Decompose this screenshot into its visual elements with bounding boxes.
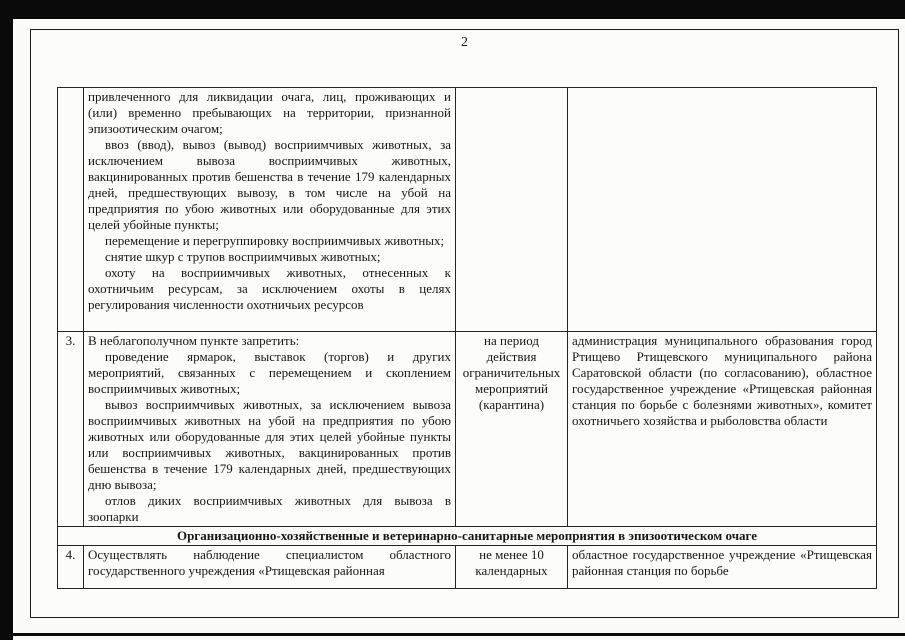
period-cell — [456, 88, 568, 332]
measures-cell: Осуществлять наблюдение специалистом областного государственного учреждения «Ртищевская районная — [84, 546, 456, 589]
page-frame — [30, 29, 899, 618]
responsible-cell — [568, 88, 877, 332]
responsible-cell: областное государственное учреждение «Ртищевская районная станция по борьбе — [568, 546, 877, 589]
table-row-3 — [58, 332, 877, 527]
section-header: Организационно-хозяйственные и ветеринарно-санитарные мероприятия в эпизоотическом очаге — [58, 527, 877, 546]
table-row-4 — [58, 546, 877, 589]
period-cell: на период действия ограничительных мероприятий (карантина) — [456, 332, 568, 527]
measures-cell: привлеченного для ликвидации очага, лиц, проживающих и (или) временно пребывающих на территории, признанной эпизоотическим очагом; ввоз (ввод), вывоз (вывод) восприимчивых животных, за исключением вывоза восприимчивых животных, вакцинированных против бешенства в течение 179 календарных дней, предшествующих вывозу, в том числе на убой на предприятия по убою животных или оборудованные для этих целей убойные пункты; перемещение и перегруппировку восприимчивых животных; снятие шкур с трупов восприимчивых животных; охоту на восприимчивых животных, отнесенных к охотничьим ресурсам, за исключением охоты в целях регулирования численности охотничьих ресурсов — [84, 88, 456, 332]
section-header-row — [58, 527, 877, 546]
measures-cell: В неблагополучном пункте запретить: проведение ярмарок, выставок (торгов) и других мероприятий, связанных с перемещением и скоплением восприимчивых животных; вывоз восприимчивых животных, за исключением вывоза восприимчивых животных на убой на предприятия по убою животных или оборудованные для этих целей убойные пункты или восприимчивых животных, вакцинированных против бешенства в течение 179 календарных дней, предшествующих дню вывоза; отлов диких восприимчивых животных для вывоза в зоопарки — [84, 332, 456, 527]
table-row-continuation — [58, 88, 877, 332]
responsible-cell: администрация муниципального образования город Ртищево Ртищевского муниципального района Саратовской области (по согласованию), областное государственное учреждение «Ртищевская районная станция по борьбе с болезнями животных», комитет охотничьего хозяйства и рыболовства области — [568, 332, 877, 527]
row-number-cell: 3. — [58, 332, 84, 527]
scan-edge-left — [0, 0, 13, 640]
row-number-cell: 4. — [58, 546, 84, 589]
scan-edge-bottom — [0, 633, 905, 636]
row-number-cell — [58, 88, 84, 332]
period-cell: не менее 10 календарных — [456, 546, 568, 589]
page-number: 2 — [461, 35, 468, 50]
measures-table — [57, 87, 877, 589]
scan-edge-top — [0, 0, 905, 19]
